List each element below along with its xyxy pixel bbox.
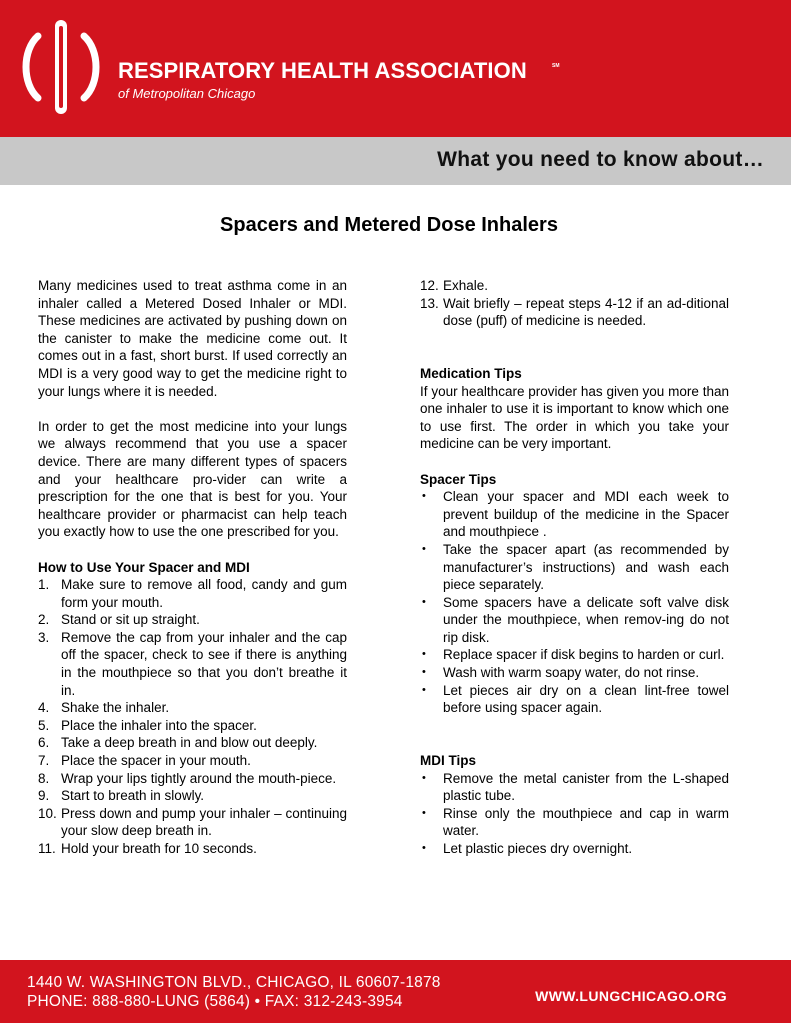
footer-contact: PHONE: 888-880-LUNG (5864) • FAX: 312-243-3954 [27, 993, 403, 1010]
step-item: 6. Take a deep breath in and blow out deeply. [38, 735, 318, 751]
intro-paragraph: Many medicines used to treat asthma come in an inhaler called a Metered Dosed Inhaler or MDI. These medicines are activated by pushing down on the canister to make the medicine come out. It comes out in a fast, short burst. If used correctly an MDI is a very good way to get the medicine right to your lungs where it is needed. [38, 278, 347, 399]
step-item: 8. Wrap your lips tightly around the mouth-piece. [38, 770, 337, 786]
bullet-icon: • [422, 648, 426, 661]
step-item: 7. Place the spacer in your mouth. [38, 753, 251, 769]
list-item: • Replace spacer if disk begins to harden or curl. [422, 647, 725, 663]
spacer-paragraph: In order to get the most medicine into your lungs we always recommend that you use a spacer device. There are many different types of spacers and your healthcare pro-vider can write a prescription for the one that is best for you. Your healthcare provider or pharmacist can help teach you exactly how to use the one prescribed for you. [38, 418, 347, 540]
org-name: RESPIRATORY HEALTH ASSOCIATION [118, 58, 527, 83]
bullet-icon: • [422, 542, 426, 555]
bullet-icon: • [422, 666, 426, 679]
left-column [38, 277, 347, 858]
medication-tips-heading: Medication Tips [420, 365, 522, 381]
footer-address: 1440 W. WASHINGTON BLVD., CHICAGO, IL 60607-1878 [27, 974, 441, 991]
list-item: • Some spacers have a delicate soft valve disk under the mouthpiece, when remov-ing do not rip disk. [422, 594, 729, 645]
bullet-icon: • [422, 595, 426, 608]
step-item: 3. Remove the cap from your inhaler and the cap off the spacer, check to see if there is anything in the mouthpiece so that you don’t breathe it in. [38, 629, 347, 698]
step-item: 4. Shake the inhaler. [38, 700, 170, 716]
step-item: 13. Wait briefly – repeat steps 4-12 if an ad-ditional dose (puff) of medicine is needed. [420, 295, 729, 329]
list-item: • Remove the metal canister from the L-shaped plastic tube. [422, 770, 729, 804]
footer [0, 960, 791, 1023]
howto-heading: How to Use Your Spacer and MDI [38, 559, 250, 575]
bullet-icon: • [422, 842, 426, 854]
topic-banner [0, 137, 791, 185]
spacer-tips-heading: Spacer Tips [420, 471, 497, 487]
bullet-icon: • [422, 806, 426, 819]
bullet-icon: • [422, 490, 426, 503]
medication-tips-text: If your healthcare provider has given you more than one inhaler to use it is important to know which one to use first. The order in which you take your medicine can be very important. [420, 383, 729, 452]
list-item: • Let pieces air dry on a clean lint-free towel before using spacer again. [422, 682, 729, 716]
bullet-icon: • [422, 683, 426, 696]
list-item: • Clean your spacer and MDI each week to prevent buildup of the medicine in the Spacer and mouthpiece . [422, 489, 729, 540]
list-item: • Rinse only the mouthpiece and cap in warm water. [422, 805, 729, 839]
banner-text: What you need to know about… [437, 148, 764, 171]
step-item: 1. Make sure to remove all food, candy and gum form your mouth. [38, 577, 347, 610]
bullet-icon: • [422, 771, 426, 784]
service-mark: SM [552, 63, 560, 69]
list-item: • Wash with warm soapy water, do not rinse. [422, 665, 700, 681]
page-title: Spacers and Metered Dose Inhalers [220, 214, 558, 236]
right-column [420, 277, 729, 858]
step-item: 10. Press down and pump your inhaler – continuing your slow deep breath in. [38, 805, 347, 839]
association-logo-icon [20, 16, 102, 118]
header [0, 0, 791, 137]
footer-website-link[interactable]: WWW.LUNGCHICAGO.ORG [535, 988, 727, 1004]
step-item: 5. Place the inhaler into the spacer. [38, 717, 257, 733]
howto-steps-continued [420, 277, 729, 330]
list-item: • Let plastic pieces dry overnight. [422, 841, 633, 856]
step-item: 12. Exhale. [420, 278, 489, 293]
step-item: 11. Hold your breath for 10 seconds. [38, 841, 257, 856]
org-subtitle: of Metropolitan Chicago [118, 86, 256, 101]
mdi-tips-list [420, 770, 729, 858]
mdi-tips-heading: MDI Tips [420, 753, 477, 769]
step-item: 2. Stand or sit up straight. [38, 612, 200, 628]
list-item: • Take the spacer apart (as recommended by manufacturer’s instructions) and wash each piece separately. [422, 541, 729, 593]
step-item: 9. Start to breath in slowly. [38, 788, 205, 804]
spacer-tips-list [420, 488, 729, 717]
howto-steps [38, 576, 347, 858]
